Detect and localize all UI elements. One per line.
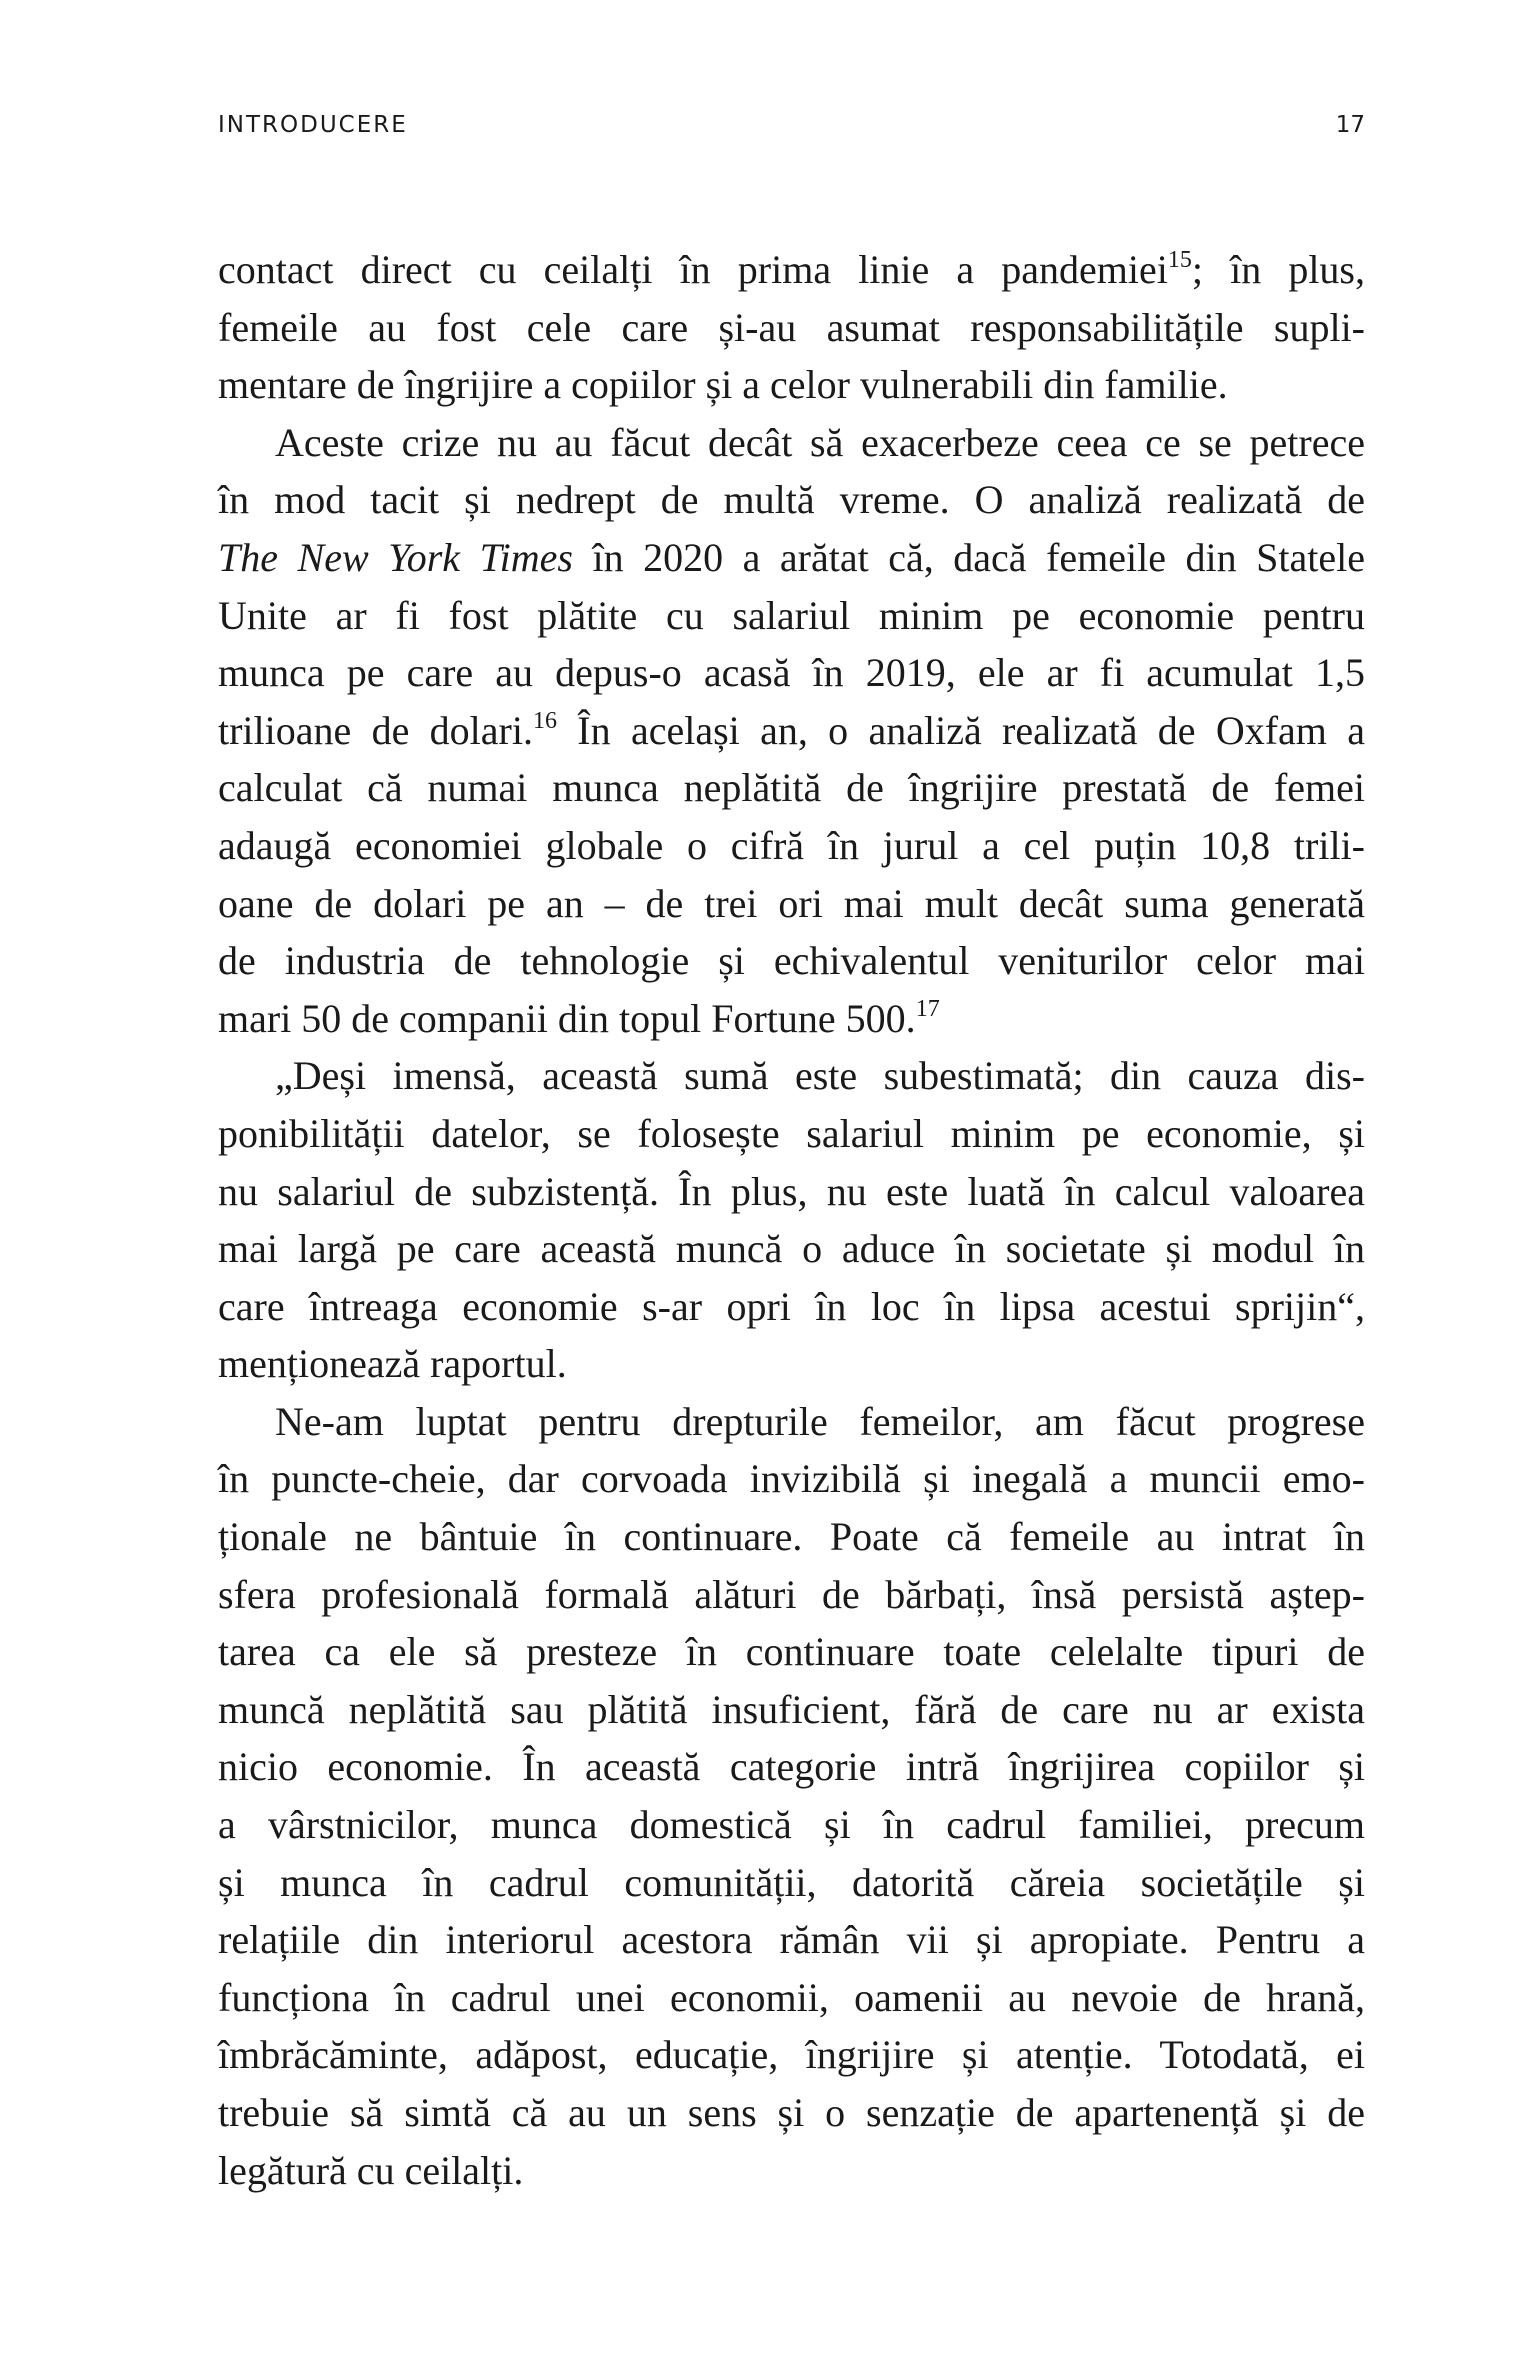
paragraph: [218, 1047, 1365, 1393]
text-run: tarea ca ele să presteze în continuare toate celelalte tipuri de: [218, 1629, 1365, 1675]
text-line: [218, 1969, 1365, 2027]
footnote-ref: 15: [1167, 247, 1192, 273]
text-line: [218, 702, 1365, 760]
text-line: [218, 817, 1365, 875]
text-run: relațiile din interiorul acestora rămân vii și apropiate. Pentru a: [218, 1917, 1365, 1963]
text-run: mai largă pe care această muncă o aduce în societate și modul în: [218, 1226, 1365, 1272]
text-run: nu salariul de subzistență. În plus, nu este luată în calcul valoarea: [218, 1168, 1365, 1214]
text-line: [218, 2142, 1365, 2200]
text-line: [218, 299, 1365, 357]
text-run: ționale ne bântuie în continuare. Poate că femeile au intrat în: [218, 1514, 1365, 1560]
italic-title: The New York Times: [218, 534, 573, 580]
paragraph: [218, 241, 1365, 414]
text-run: a vârstnicilor, munca domestică și în cadrul familiei, precum: [218, 1802, 1365, 1848]
text-line: [218, 1623, 1365, 1681]
text-run: trebuie să simtă că au un sens și o senzație de apartenență și de: [218, 2090, 1365, 2135]
text-run: În același an, o analiză realizată de Oxfam a: [556, 707, 1365, 753]
text-line: [218, 1393, 1365, 1451]
text-run: îmbrăcăminte, adăpost, educație, îngrijire și atenție. Totodată, ei: [218, 2032, 1365, 2078]
text-run: în mod tacit și nedrept de multă vreme. O analiză realizată de: [218, 477, 1365, 523]
text-line: [218, 1681, 1365, 1739]
text-line: [218, 1566, 1365, 1624]
text-run: și munca în cadrul comunității, datorită căreia societățile și: [218, 1859, 1365, 1905]
text-line: [218, 414, 1365, 472]
text-line: [218, 875, 1365, 933]
paragraph: [218, 414, 1365, 1048]
text-run: Ne-am luptat pentru drepturile femeilor, am făcut progrese: [275, 1398, 1365, 1444]
text-line: [218, 1796, 1365, 1854]
text-run: „Deși imensă, această sumă este subestimată; din cauza dis-: [275, 1053, 1365, 1099]
text-line: [218, 471, 1365, 529]
text-run: adaugă economiei globale o cifră în jurul a cel puțin 10,8 trili-: [218, 822, 1365, 868]
text-run: mari 50 de companii din topul Fortune 500.: [218, 995, 916, 1041]
text-line: [218, 241, 1365, 299]
text-run: nicio economie. În această categorie intră îngrijirea copiilor și: [218, 1744, 1365, 1790]
text-line: [218, 1335, 1365, 1393]
text-run: ponibilității datelor, se folosește salariul minim pe economie, și: [218, 1110, 1365, 1156]
text-line: [218, 529, 1365, 587]
text-run: în puncte-cheie, dar corvoada invizibilă și inegală a muncii emo-: [218, 1456, 1365, 1502]
text-line: [218, 587, 1365, 645]
footnote-ref: 16: [532, 707, 557, 734]
paragraph: [218, 1393, 1365, 2199]
text-run: ; în plus,: [1191, 247, 1365, 292]
text-line: [218, 1220, 1365, 1278]
text-run: Aceste crize nu au făcut decât să exacerbeze ceea ce se petrece: [275, 419, 1365, 465]
text-line: [218, 1911, 1365, 1969]
running-header: [218, 108, 1365, 142]
text-run: legătură cu ceilalți.: [218, 2147, 524, 2193]
text-line: [218, 759, 1365, 817]
text-line: [218, 1738, 1365, 1796]
section-title: INTRODUCERE: [218, 112, 408, 138]
body-text: [218, 241, 1365, 2199]
text-run: menționează raportul.: [218, 1341, 567, 1387]
text-line: [218, 1105, 1365, 1163]
text-line: [218, 1163, 1365, 1221]
text-run: în 2020 a arătat că, dacă femeile din Statele: [572, 534, 1366, 580]
text-run: sfera profesională formală alături de bărbați, însă persistă aștep-: [218, 1571, 1365, 1617]
page-number: 17: [1335, 112, 1365, 138]
text-line: [218, 1854, 1365, 1912]
text-run: femeile au fost cele care și-au asumat responsabilitățile supli-: [218, 304, 1365, 350]
text-line: [218, 1278, 1365, 1336]
text-run: Unite ar fi fost plătite cu salariul minim pe economie pentru: [218, 592, 1365, 638]
footnote-ref: 17: [915, 995, 940, 1022]
text-run: contact direct cu ceilalți în prima linie a pandemiei: [218, 247, 1168, 292]
text-run: munca pe care au depus-o acasă în 2019, ele ar fi acumulat 1,5: [218, 650, 1365, 696]
text-line: [218, 2026, 1365, 2084]
text-run: mentare de îngrijire a copiilor și a celor vulnerabili din familie.: [218, 362, 1228, 408]
text-run: trilioane de dolari.: [218, 707, 533, 753]
text-line: [218, 356, 1365, 414]
text-line: [218, 990, 1365, 1048]
text-run: calculat că numai munca neplătită de îngrijire prestată de femei: [218, 765, 1365, 811]
text-run: funcționa în cadrul unei economii, oamenii au nevoie de hrană,: [218, 1974, 1365, 2020]
text-line: [218, 1450, 1365, 1508]
text-line: [218, 1047, 1365, 1105]
text-line: [218, 644, 1365, 702]
text-run: muncă neplătită sau plătită insuficient, fără de care nu ar exista: [218, 1686, 1365, 1732]
text-line: [218, 1508, 1365, 1566]
text-line: [218, 932, 1365, 990]
text-run: oane de dolari pe an – de trei ori mai mult decât suma generată: [218, 880, 1365, 926]
text-run: care întreaga economie s-ar opri în loc în lipsa acestui sprijin“,: [218, 1283, 1365, 1329]
text-line: [218, 2084, 1365, 2142]
text-run: de industria de tehnologie și echivalentul veniturilor celor mai: [218, 938, 1365, 984]
